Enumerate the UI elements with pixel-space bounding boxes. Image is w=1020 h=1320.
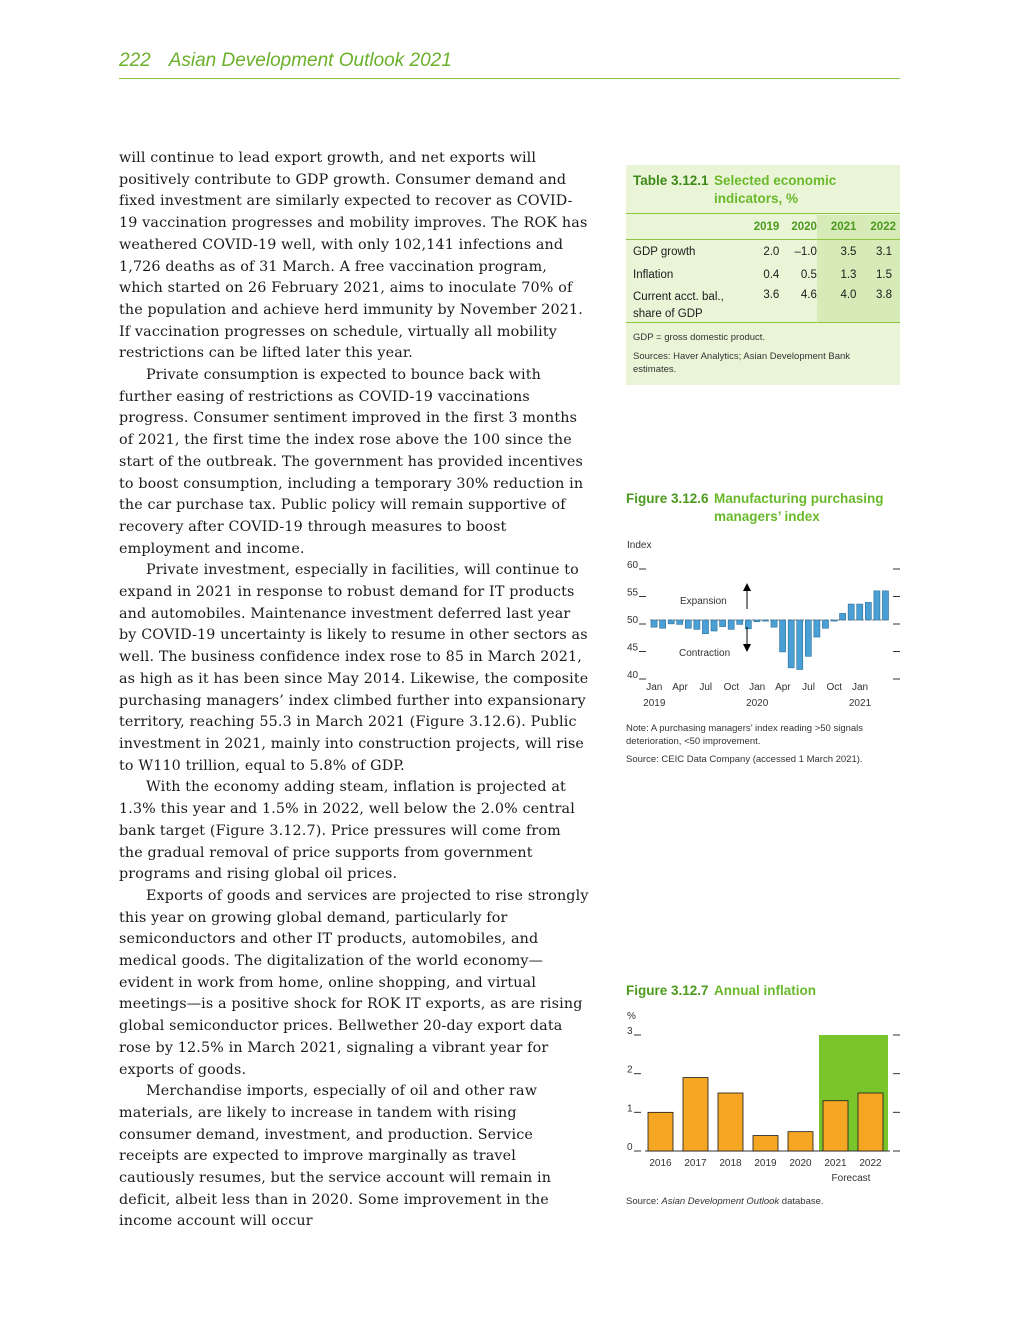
pmi-bar [660,620,666,628]
x-tick-label: Apr [672,682,688,693]
expansion-label: Expansion [680,596,727,607]
x-tick-label: Jan [851,682,869,693]
pmi-bar [668,620,674,624]
pmi-bar [677,620,683,624]
figure-number: Figure 3.12.6 [626,491,709,506]
pmi-bar [728,620,734,629]
paragraph: Private consumption is expected to bounce back with further easing of restrictions as COVID-19 vaccinations progress. Consumer sentiment improved in the first 3 months of 2021, the first time the index rose above the 100 since the start of the outbreak. The government has provided incentives to boost consumption, including a temporary 30% reduction in the car purchase tax. Public policy will remain supportive of recovery after COVID-19 through measures to boost employment and income. [119,367,584,557]
column-header: 2019 [753,220,780,233]
source-prefix: Source: [626,1196,662,1207]
x-tick-label: 2018 [719,1158,742,1169]
cell: 0.5 [800,268,817,281]
x-tick-label: 2019 [754,1158,777,1169]
contraction-label: Contraction [679,648,731,659]
table-header-row [626,215,900,239]
x-tick-label: 2020 [789,1158,812,1169]
inflation-bar [823,1101,848,1151]
y-tick-label: 40 [627,670,639,681]
paragraph: will continue to lead export growth, and net exports will positively contribute to GDP growth. Consumer demand and fixed investment are similarly expected to recover as COVID-19 vaccination progresses and mobility improves. The ROK has weathered COVID-19 well, with only 102,141 infections and 1,726 deaths as of 31 March. A free vaccination program, which started on 26 February 2021, aims to inoculate 70% of the population and achieve herd immunity by November 2021. If vaccination progresses on schedule, virtually all mobility restrictions can be lifted later this year. [119,150,588,362]
cell: 3.1 [856,240,900,263]
pmi-bar [822,620,828,628]
figure-inflation-source [626,1195,900,1208]
contraction-arrowhead-icon [743,644,751,652]
cell: 4.6 [800,289,817,301]
pmi-bar [865,602,871,620]
year-label: 2019 [643,698,666,709]
pmi-bar [702,620,708,634]
x-tick-label: Oct [826,682,843,693]
y-tick-label: 0 [627,1142,633,1153]
year-label: 2020 [746,698,769,709]
figure-pmi-title [626,490,900,526]
pmi-bar [831,620,837,621]
pmi-bar [805,620,811,656]
figure-pmi-source: Source: CEIC Data Company (accessed 1 March 2021). [626,754,863,765]
pmi-bar [745,620,751,629]
table-source: Sources: Haver Analytics; Asian Development Bank estimates. [633,351,851,375]
pmi-bar [737,620,743,624]
pmi-bar [874,591,880,620]
column-header: 2021 [817,215,857,239]
y-axis-label: Index [627,540,652,551]
pmi-bar [711,620,717,631]
cell: 3.8 [856,286,900,323]
cell: 4.0 [817,286,857,323]
table-row [626,286,900,323]
inflation-bar [683,1078,708,1151]
table-rule-bottom [626,322,900,323]
publication-title: Asian Development Outlook 2021 [168,50,452,71]
y-tick-label: 2 [627,1064,633,1076]
paragraph: Merchandise imports, especially of oil and other raw materials, are likely to increase in tandem with rising consumer demand, investment, and production. Service receipts are expected to improve marginally as travel cautiously resumes, but the service account will remain in deficit, albeit less than in 2020. Some improvement in the income account will occur [119,1083,552,1230]
pmi-bar [720,620,726,627]
pmi-bar [754,620,760,622]
y-tick-label: 45 [627,642,639,654]
pmi-bar [840,613,846,620]
x-tick-label: Apr [775,682,791,693]
inflation-bar-chart [620,1005,910,1190]
figure-caption: Manufacturing purchasing managers’ index [714,491,884,524]
y-tick-label: 1 [627,1103,633,1115]
table-rule-top [626,213,900,214]
column-header: 2022 [856,215,900,239]
source-italic: Asian Development Outlook [661,1196,780,1207]
pmi-bar [780,620,786,652]
row-label: GDP growth [633,245,696,258]
y-tick-label: 60 [627,560,639,571]
year-label: 2021 [848,698,872,709]
pmi-bar [651,620,657,627]
forecast-label: Forecast [831,1173,871,1184]
pmi-bar [848,604,854,620]
expansion-arrowhead-icon [743,583,751,591]
x-tick-label: 2022 [859,1158,882,1169]
table-number: Table 3.12.1 [633,173,709,188]
x-tick-label: 2017 [684,1158,707,1169]
table-note: GDP = gross domestic product. [633,332,766,343]
table-row [626,240,900,263]
pmi-bar [797,620,803,670]
cell: –1.0 [794,245,817,258]
x-tick-label: Jan [646,682,663,693]
figure-caption: Annual inflation [714,983,816,998]
page-number: 222 [119,50,151,71]
table-title [633,172,898,208]
cell: 3.6 [763,289,780,301]
y-axis-label: % [627,1011,636,1022]
cell: 2.0 [763,245,780,258]
inflation-bar [648,1112,673,1151]
cell: 3.5 [817,240,857,263]
pmi-bar [814,620,820,637]
body-text-column [119,148,589,1233]
x-tick-label: Jul [802,682,815,693]
x-tick-label: Jul [699,682,713,693]
x-tick-label: Jan [749,682,766,693]
table-row [626,263,900,286]
y-tick-label: 55 [627,587,639,599]
paragraph: Exports of goods and services are projected to rise strongly this year on growing global demand, particularly for semiconductors and other IT products, automobiles, and medical goods. The digitalization of the world economy—evident in work from home, online shopping, and virtual meetings—is a positive shock for ROK IT exports, as are rising global semiconductor prices. Bellwether 20-day export data rose by 12.5% in March 2021, signaling a vibrant year for exports of goods. [119,887,589,1078]
running-header [119,50,900,79]
row-label: Current acct. bal., share of GDP [633,291,724,320]
figure-inflation-title [626,982,900,1000]
source-suffix: database. [779,1196,824,1207]
indicators-table [626,215,900,323]
cell: 1.5 [856,263,900,286]
cell: 0.4 [763,268,780,281]
paragraph: Private investment, especially in facilities, will continue to expand in 2021 in response to robust demand for IT products and automobiles. Maintenance investment deferred last year by COVID-19 uncertainty is likely to resume in other sectors as well. The business confidence index rose to 85 in March 2021, as high as it has been since May 2014. Likewise, the composite purchasing managers’ index climbed further into expansionary territory, reaching 55.3 in March 2021 (Figure 3.12.6). Public investment in 2021, mainly into construction projects, will rise to W110 trillion, equal to 5.8% of GDP. [119,562,589,774]
pmi-bar [771,620,777,627]
inflation-bar [718,1093,743,1151]
pmi-bar [762,620,768,621]
economic-indicators-table-box [626,165,900,385]
table-caption: Selected economic indicators, % [714,173,837,206]
inflation-bar [753,1136,778,1151]
inflation-bar [788,1132,813,1151]
cell: 1.3 [817,263,857,286]
paragraph: With the economy adding steam, inflation is projected at 1.3% this year and 1.5% in 2022, well below the 2.0% central bank target (Figure 3.12.7). Price pressures will come from the gradual removal of price supports from government programs and rising global oil prices. [119,779,575,883]
pmi-bar-chart [620,535,910,715]
x-tick-label: Oct [723,682,740,693]
y-tick-label: 3 [627,1026,633,1037]
pmi-bar [694,620,700,629]
figure-pmi-note: Note: A purchasing managers’ index reading >50 signals deterioration, <50 improvement. [626,723,864,747]
pmi-bar [857,604,863,620]
figure-number: Figure 3.12.7 [626,983,709,998]
x-tick-label: 2016 [649,1158,672,1169]
x-tick-label: 2021 [824,1158,847,1169]
pmi-bar [685,620,691,628]
row-label: Inflation [633,268,674,281]
y-tick-label: 50 [627,615,639,626]
pmi-bar [882,591,888,620]
inflation-bar [858,1093,883,1151]
pmi-bar [788,620,794,668]
column-header: 2020 [791,220,817,233]
